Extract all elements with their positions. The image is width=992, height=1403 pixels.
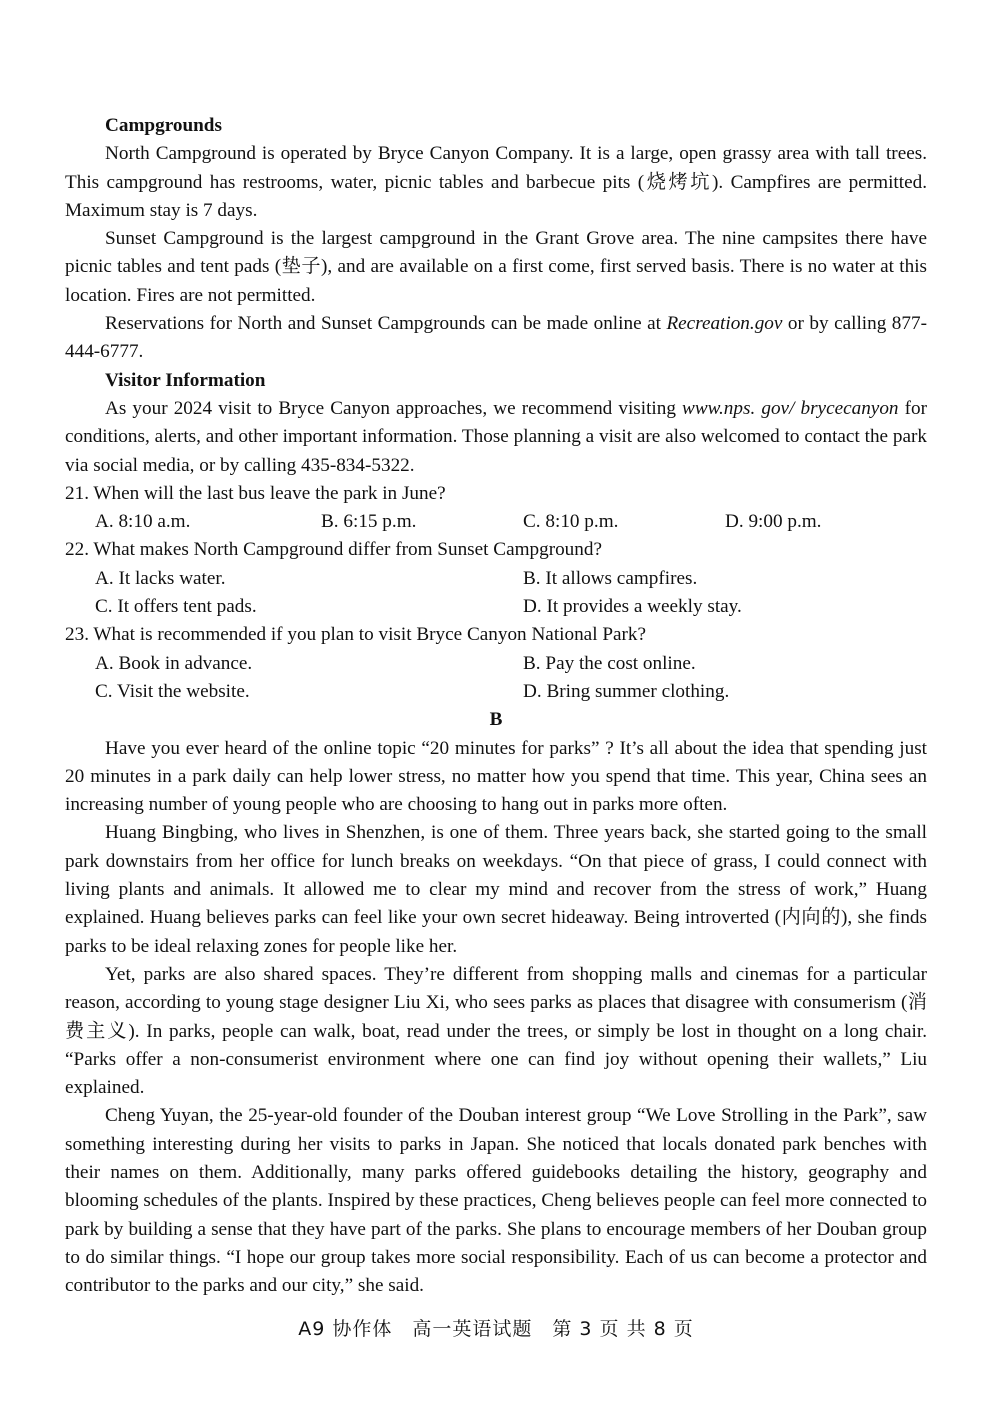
campgrounds-paragraph-sunset: Sunset Campground is the largest campground in the Grant Grove area. The nine campsites there have picnic tables and tent pads (垫子), and are available on a first come, first served basis. There is no water at this location. Fires are not permitted. <box>65 228 927 306</box>
question-21-option-c: C. 8:10 p.m. <box>523 511 619 533</box>
question-22-options-row1 <box>65 565 927 593</box>
question-23-option-d: D. Bring summer clothing. <box>523 680 730 702</box>
visitor-text: As your 2024 visit to Bryce Canyon approaches, we recommend visiting <box>105 397 683 419</box>
question-23-option-c: C. Visit the website. <box>95 680 250 702</box>
exam-page <box>65 112 927 1300</box>
campgrounds-paragraph-reservations <box>65 310 927 367</box>
campgrounds-heading: Campgrounds <box>105 115 222 136</box>
question-23-stem: 23. What is recommended if you plan to visit Bryce Canyon National Park? <box>65 624 647 646</box>
reservation-phone-text: or by calling 877-444-6777. <box>65 313 927 363</box>
question-22-option-a: A. It lacks water. <box>95 567 226 589</box>
section-b-label: B <box>489 709 503 731</box>
question-22-option-c: C. It offers tent pads. <box>95 596 257 618</box>
question-23-options-row2 <box>65 678 927 706</box>
question-22-option-d: D. It provides a weekly stay. <box>523 596 742 618</box>
question-21-option-b: B. 6:15 p.m. <box>321 511 417 533</box>
question-23-option-b: B. Pay the cost online. <box>523 652 696 674</box>
question-21-options <box>65 508 927 536</box>
question-21-option-d: D. 9:00 p.m. <box>725 511 822 533</box>
question-22-options-row2 <box>65 593 927 621</box>
page-footer: A9 协作体 高一英语试题 第 3 页 共 8 页 <box>298 1318 694 1340</box>
section-b-paragraph-4: Cheng Yuyan, the 25-year-old founder of the Douban interest group “We Love Strolling in the Park”, saw something interesting during her visits to parks in Japan. She noticed that locals donated park benches with their names on them. Additionally, many parks offered guidebooks detailing the history, geography and blooming schedules of the plants. Inspired by these practices, Cheng believes people can feel more connected to park by building a sense that they have part of the parks. She plans to encourage members of her Douban group to do similar things. “I hope our group takes more social responsibility. Each of us can become a protector and contributor to the parks and our city,” she said. <box>65 1105 927 1297</box>
question-23-option-a: A. Book in advance. <box>95 652 253 674</box>
visitor-website: www.nps. gov/ brycecanyon <box>682 397 899 419</box>
question-23-options-row1 <box>65 650 927 678</box>
reservation-website: Recreation.gov <box>666 313 783 335</box>
section-b-paragraph-1: Have you ever heard of the online topic “20 minutes for parks” ? It’s all about the idea that spending just 20 minutes in a park daily can help lower stress, no matter how you spend that time. This year, China sees an increasing number of young people who are choosing to hang out in parks more often. <box>65 737 927 816</box>
section-b-paragraph-2: Huang Bingbing, who lives in Shenzhen, is one of them. Three years back, she started going to the small park downstairs from her office for lunch breaks on weekdays. “On that piece of grass, I could connect with living plants and animals. It allowed me to clear my mind and recover from the stress of work,” Huang explained. Huang believes parks can feel like your own secret hideaway. Being introverted (内向的), she finds parks to be ideal relaxing zones for people like her. <box>65 822 927 957</box>
visitor-info-heading: Visitor Information <box>105 369 266 391</box>
visitor-text-rest: for conditions, alerts, and other important information. Those planning a visit are also welcomed to contact the park via social media, or by calling 435-834-5322. <box>65 397 927 476</box>
question-22-option-b: B. It allows campfires. <box>523 567 698 589</box>
visitor-info-paragraph <box>65 395 927 480</box>
question-21-stem: 21. When will the last bus leave the park in June? <box>65 482 446 504</box>
question-21-option-a: A. 8:10 a.m. <box>95 511 191 533</box>
campgrounds-paragraph-north: North Campground is operated by Bryce Canyon Company. It is a large, open grassy area with tall trees. This campground has restrooms, water, picnic tables and barbecue pits (烧烤坑). Campfires are permitted. Maximum stay is 7 days. <box>65 143 927 221</box>
section-b-paragraph-3: Yet, parks are also shared spaces. They’re different from shopping malls and cinemas for a particular reason, according to young stage designer Liu Xi, who sees parks as places that disagree with consumerism (消费主义). In parks, people can walk, boat, read under the trees, or simply be lost in thought on a long chair. “Parks offer a non-consumerist environment where one can find joy without opening their wallets,” Liu explained. <box>65 963 927 1099</box>
question-22-stem: 22. What makes North Campground differ from Sunset Campground? <box>65 539 602 561</box>
reservation-text: Reservations for North and Sunset Campgrounds can be made online at <box>105 313 667 335</box>
